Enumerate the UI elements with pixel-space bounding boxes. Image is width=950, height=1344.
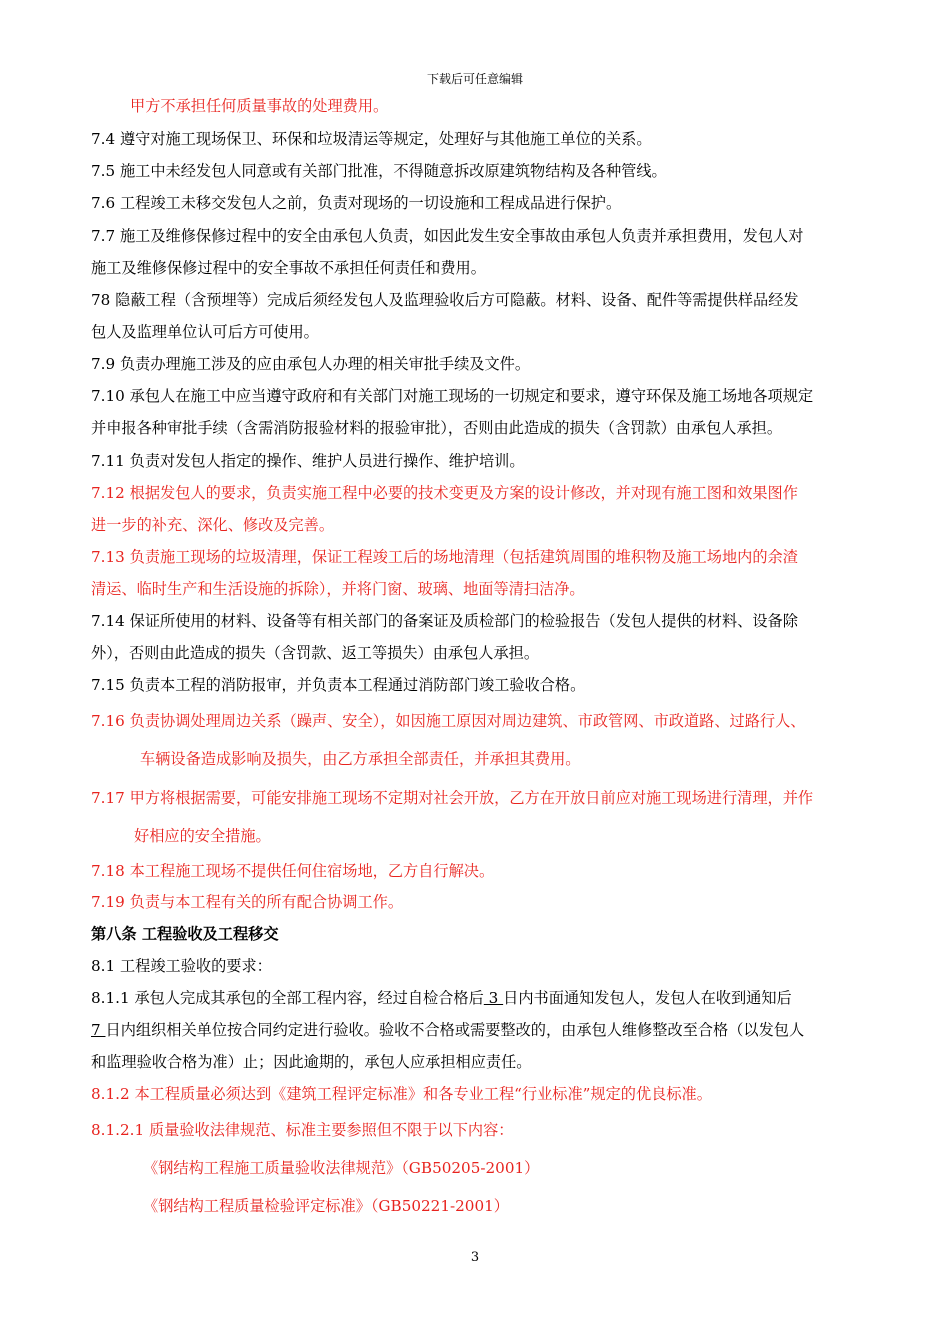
text-line: 7.11 负责对发包人指定的操作、维护人员进行操作、维护培训。 [91, 452, 525, 470]
text-line: 7.18 本工程施工现场不提供任何住宿场地，乙方自行解决。 [91, 862, 495, 880]
page-header: 下载后可任意编辑 [426, 72, 523, 86]
text-line: 外），否则由此造成的损失（含罚款、返工等损失）由承包人承担。 [91, 644, 540, 662]
text-line: 7.14 保证所使用的材料、设备等有相关部门的备案证及质检部门的检验报告（发包人提供的材料、设备除 [91, 612, 798, 630]
text-line: 7.15 负责本工程的消防报审，并负责本工程通过消防部门竣工验收合格。 [91, 676, 586, 694]
text-line: 进一步的补充、深化、修改及完善。 [91, 516, 334, 534]
text-line [91, 1020, 804, 1040]
text-line: 8.1 工程竣工验收的要求： [91, 957, 272, 975]
text-line: 7.10 承包人在施工中应当遵守政府和有关部门对施工现场的一切规定和要求，遵守环保及施工场地各项规定 [91, 387, 814, 405]
text-line: 7.16 负责协调处理周边关系（躁声、安全），如因施工原因对周边建筑、市政管网、市政道路、过路行人、 [91, 712, 806, 730]
text-line: 8.1.2.1 质量验收法律规范、标准主要参照但不限于以下内容： [91, 1121, 514, 1139]
text-line: 包人及监理单位认可后方可使用。 [91, 323, 319, 341]
section-heading: 第八条 工程验收及工程移交 [91, 925, 279, 943]
text-line: 《钢结构工程施工质量验收法律规范》（GB50205-2001） [143, 1159, 540, 1177]
text-line: 7.5 施工中未经发包人同意或有关部门批准，不得随意拆改原建筑物结构及各种管线。 [91, 162, 667, 180]
text-line: 78 隐蔽工程（含预埋等）完成后须经发包人及监理验收后方可隐蔽。材料、设备、配件等需提供样品经发 [91, 291, 799, 309]
text-line: 并申报各种审批手续（含需消防报验材料的报验审批），否则由此造成的损失（含罚款）由承包人承担。 [91, 419, 783, 437]
text-line: 7.17 甲方将根据需要，可能安排施工现场不定期对社会开放，乙方在开放日前应对施工现场进行清理，并作 [91, 789, 814, 807]
text-line: 7.19 负责与本工程有关的所有配合协调工作。 [91, 893, 404, 911]
text-line: 7.7 施工及维修保修过程中的安全由承包人负责，如因此发生安全事故由承包人负责并承担费用，发包人对 [91, 227, 804, 245]
text-segment: 8.1.1 承包人完成其承包的全部工程内容，经过自检合格后 [91, 989, 484, 1007]
text-line: 施工及维修保修过程中的安全事故不承担任何责任和费用。 [91, 259, 486, 277]
text-line: 和监理验收合格为准）止；因此逾期的，承包人应承担相应责任。 [91, 1053, 532, 1071]
text-line: 《钢结构工程质量检验评定标准》（GB50221-2001） [143, 1197, 509, 1215]
text-line: 8.1.2 本工程质量必须达到《建筑工程评定标准》和各专业工程“行业标准”规定的优良标准。 [91, 1085, 712, 1103]
text-line: 车辆设备造成影响及损失，由乙方承担全部责任，并承担其费用。 [140, 750, 581, 768]
text-line: 7.6 工程竣工未移交发包人之前，负责对现场的一切设施和工程成品进行保护。 [91, 194, 622, 212]
underlined-number: 7 [91, 1021, 106, 1039]
text-line: 7.9 负责办理施工涉及的应由承包人办理的相关审批手续及文件。 [91, 355, 531, 373]
text-line [91, 988, 792, 1008]
text-line: 清运、临时生产和生活设施的拆除），并将门窗、玻璃、地面等清扫洁净。 [91, 580, 585, 598]
text-segment: 日内组织相关单位按合同约定进行验收。验收不合格或需要整改的，由承包人维修整改至合格（以发包人 [105, 1021, 805, 1039]
text-line: 好相应的安全措施。 [134, 827, 271, 845]
text-line: 7.13 负责施工现场的垃圾清理，保证工程竣工后的场地清理（包括建筑周围的堆积物及施工场地内的余渣 [91, 548, 798, 566]
text-line: 7.12 根据发包人的要求，负责实施工程中必要的技术变更及方案的设计修改，并对现有施工图和效果图作 [91, 484, 798, 502]
text-segment: 日内书面通知发包人，发包人在收到通知后 [503, 989, 792, 1007]
underlined-number: 3 [483, 989, 504, 1007]
text-line: 7.4 遵守对施工现场保卫、环保和垃圾清运等规定，处理好与其他施工单位的关系。 [91, 130, 652, 148]
page-number: 3 [470, 1250, 480, 1265]
text-line: 甲方不承担任何质量事故的处理费用。 [130, 97, 389, 115]
